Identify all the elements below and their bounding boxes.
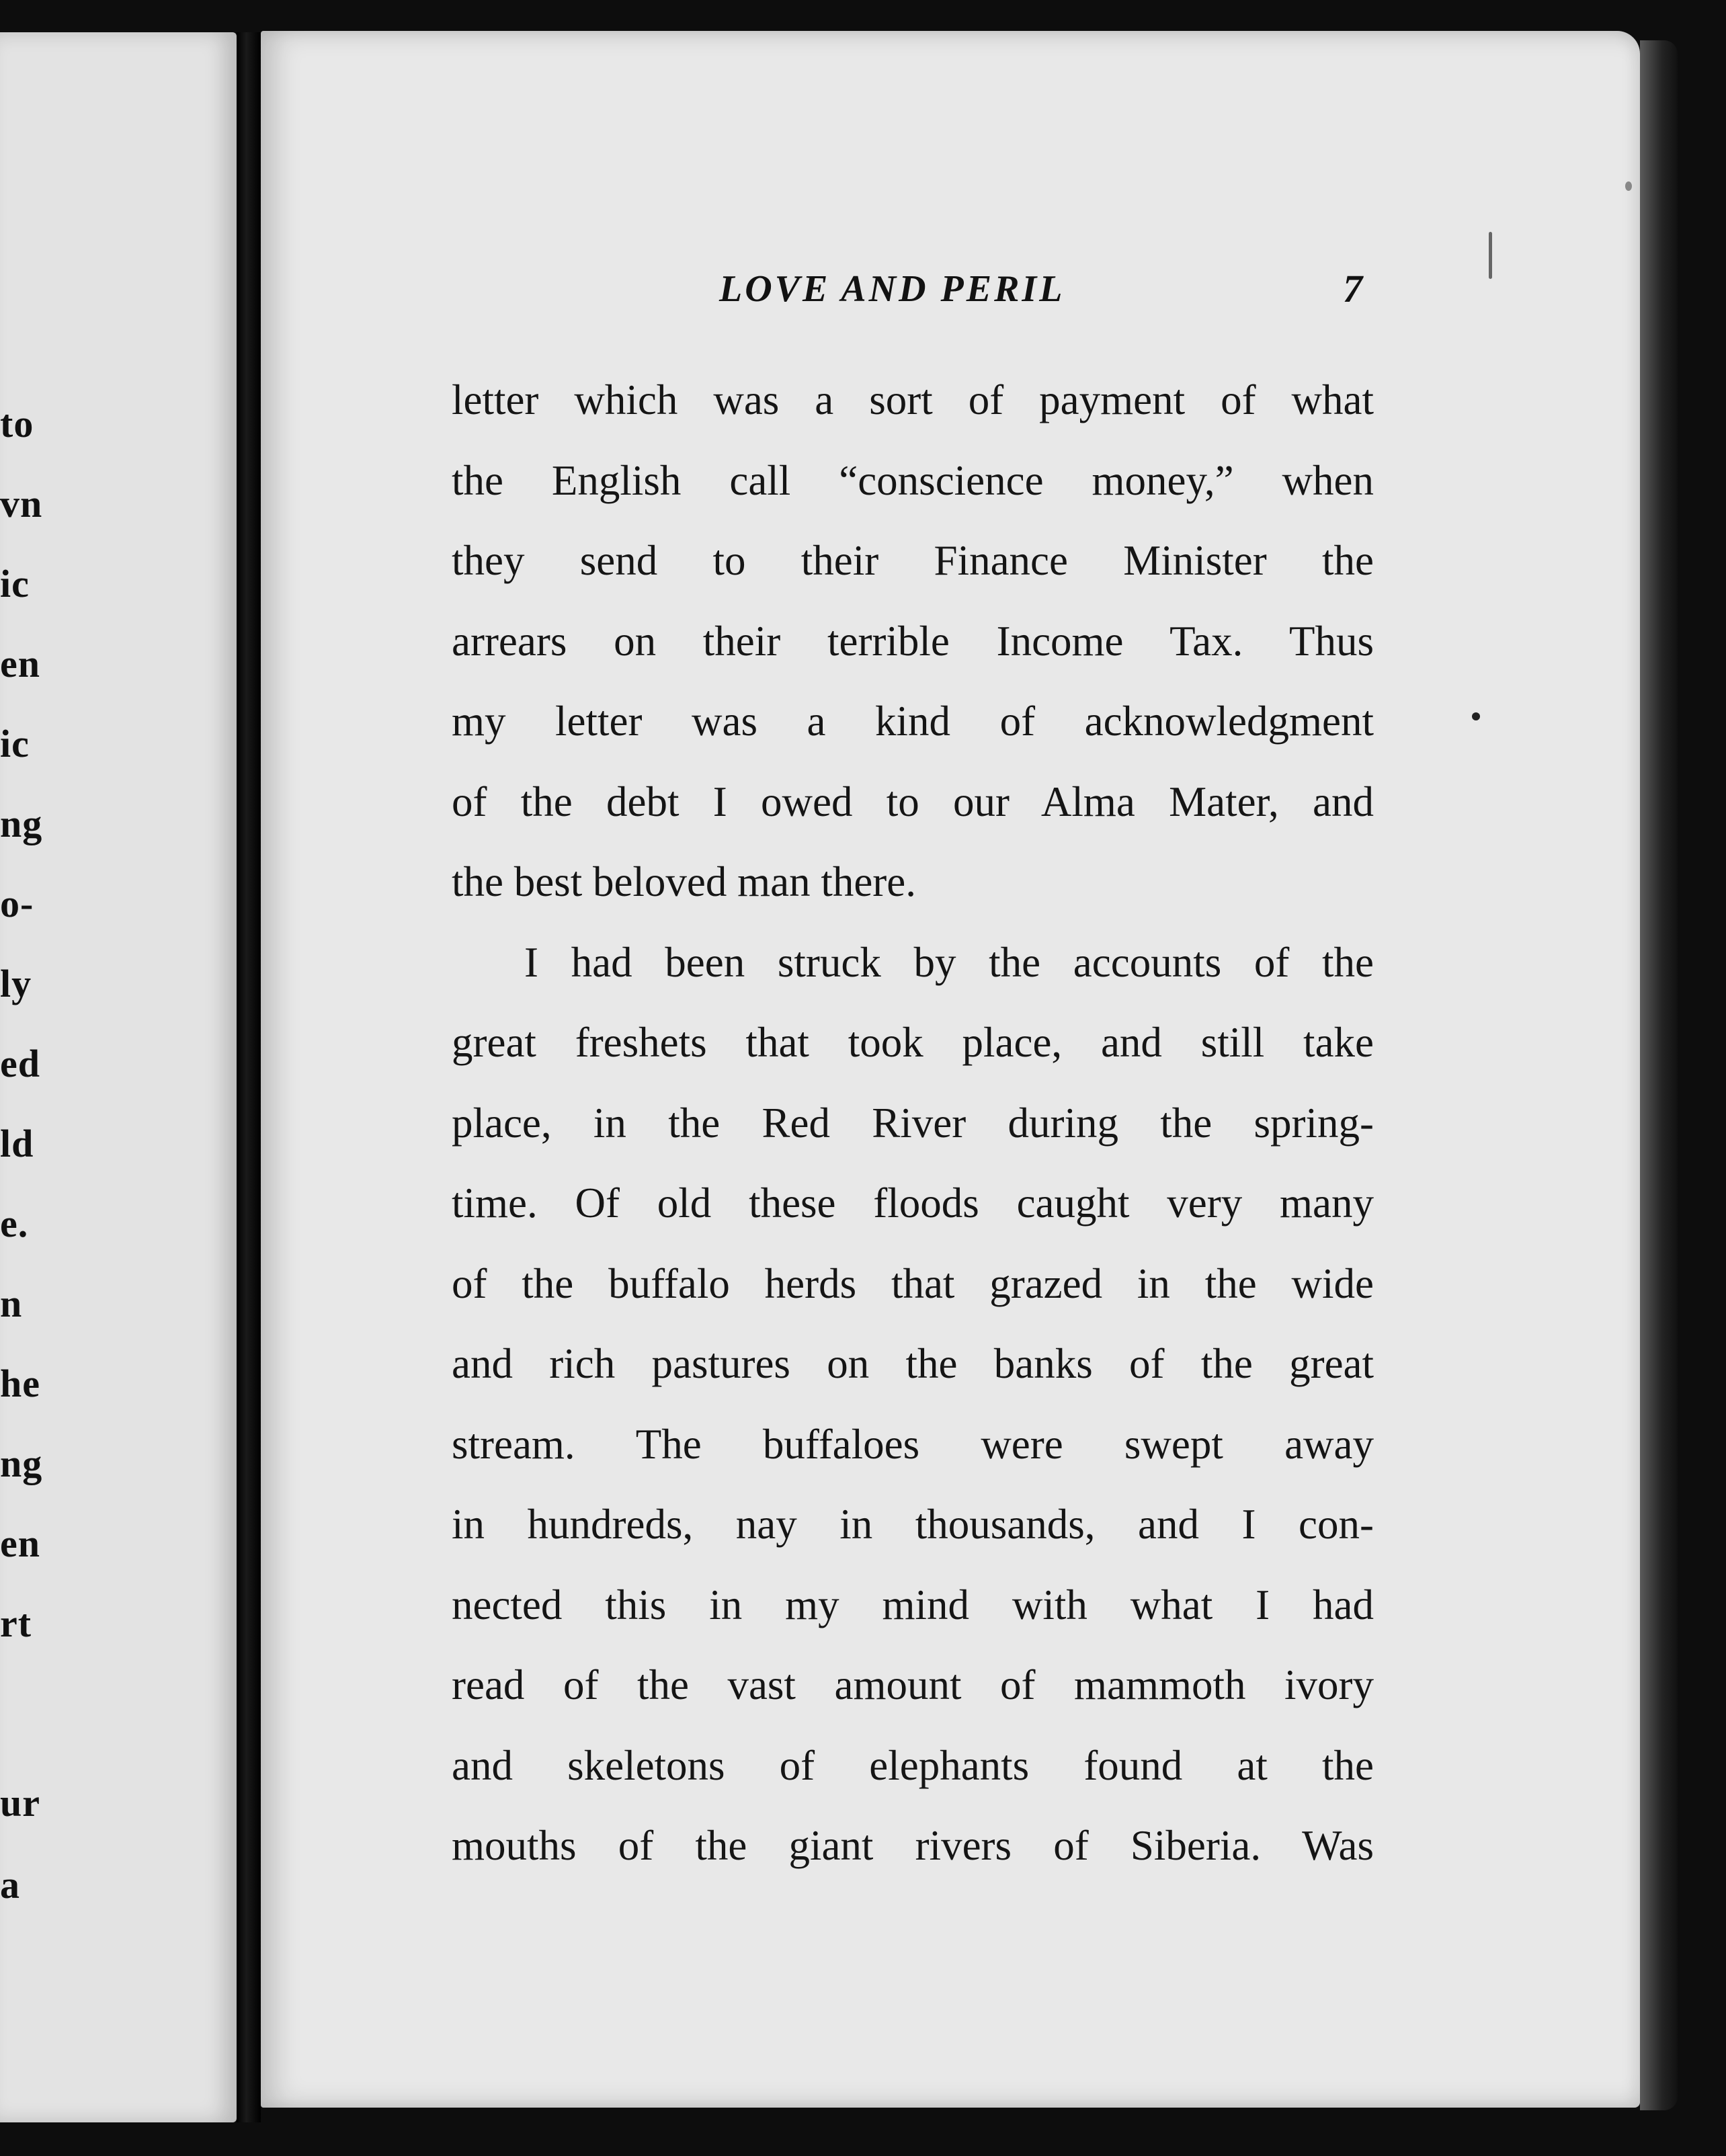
paper-speck xyxy=(1625,181,1632,191)
text-line: and skeletons of elephants found at the xyxy=(452,1741,1374,1789)
left-line-fragment: rt xyxy=(0,1602,32,1645)
text-line: of the debt I owed to our Alma Mater, and xyxy=(452,778,1374,825)
page-edge-shadow xyxy=(1640,40,1678,2110)
book-gutter xyxy=(237,32,261,2122)
text-line: nected this in my mind with what I had xyxy=(452,1581,1374,1628)
text-line: time. Of old these floods caught very many xyxy=(452,1179,1374,1227)
text-line: my letter was a kind of acknowledgment xyxy=(452,698,1374,745)
body-text xyxy=(452,360,1374,1887)
left-line-fragment: ng xyxy=(0,1442,43,1485)
text-line: letter which was a sort of payment of what xyxy=(452,376,1374,423)
text-line: place, in the Red River during the spring- xyxy=(452,1099,1374,1147)
left-line-fragment: ic xyxy=(0,722,30,765)
left-line-fragment: vn xyxy=(0,482,43,526)
left-line-fragment: a xyxy=(0,1863,20,1907)
left-line-fragment: ic xyxy=(0,562,30,606)
text-line: and rich pastures on the banks of the great xyxy=(452,1340,1374,1387)
text-line: great freshets that took place, and still take xyxy=(452,1019,1374,1066)
text-line: in hundreds, nay in thousands, and I con- xyxy=(452,1501,1374,1548)
text-line: they send to their Finance Minister the xyxy=(452,537,1374,584)
left-page-text-fragments xyxy=(0,32,237,2122)
paper-speck xyxy=(1472,712,1480,720)
left-line-fragment: en xyxy=(0,1522,40,1565)
paragraph-first-line: I had been struck by the accounts of the xyxy=(524,938,1374,986)
left-line-fragment: ng xyxy=(0,802,43,845)
text-line: arrears on their terrible Income Tax. Thus xyxy=(452,617,1374,665)
left-line-fragment: ed xyxy=(0,1042,40,1085)
left-line-fragment: en xyxy=(0,642,40,686)
left-line-fragment: he xyxy=(0,1362,40,1405)
text-line: mouths of the giant rivers of Siberia. Was xyxy=(452,1822,1374,1869)
left-line-fragment: ur xyxy=(0,1781,40,1825)
left-line-fragment: n xyxy=(0,1282,23,1325)
left-line-fragment: e. xyxy=(0,1202,29,1245)
running-head: LOVE AND PERIL xyxy=(719,268,1065,310)
paper-scratch xyxy=(1489,232,1492,279)
page-number: 7 xyxy=(1343,267,1362,310)
text-line: stream. The buffaloes were swept away xyxy=(452,1420,1374,1468)
text-line: of the buffalo herds that grazed in the wide xyxy=(452,1259,1374,1307)
left-line-fragment: ld xyxy=(0,1122,34,1165)
left-line-fragment: o- xyxy=(0,882,34,925)
text-line: read of the vast amount of mammoth ivory xyxy=(452,1661,1374,1708)
left-line-fragment: ly xyxy=(0,962,32,1005)
left-line-fragment: to xyxy=(0,402,34,446)
left-page xyxy=(0,32,237,2122)
text-line: the English call “conscience money,” when xyxy=(452,456,1374,504)
text-line: the best beloved man there. xyxy=(452,858,917,905)
